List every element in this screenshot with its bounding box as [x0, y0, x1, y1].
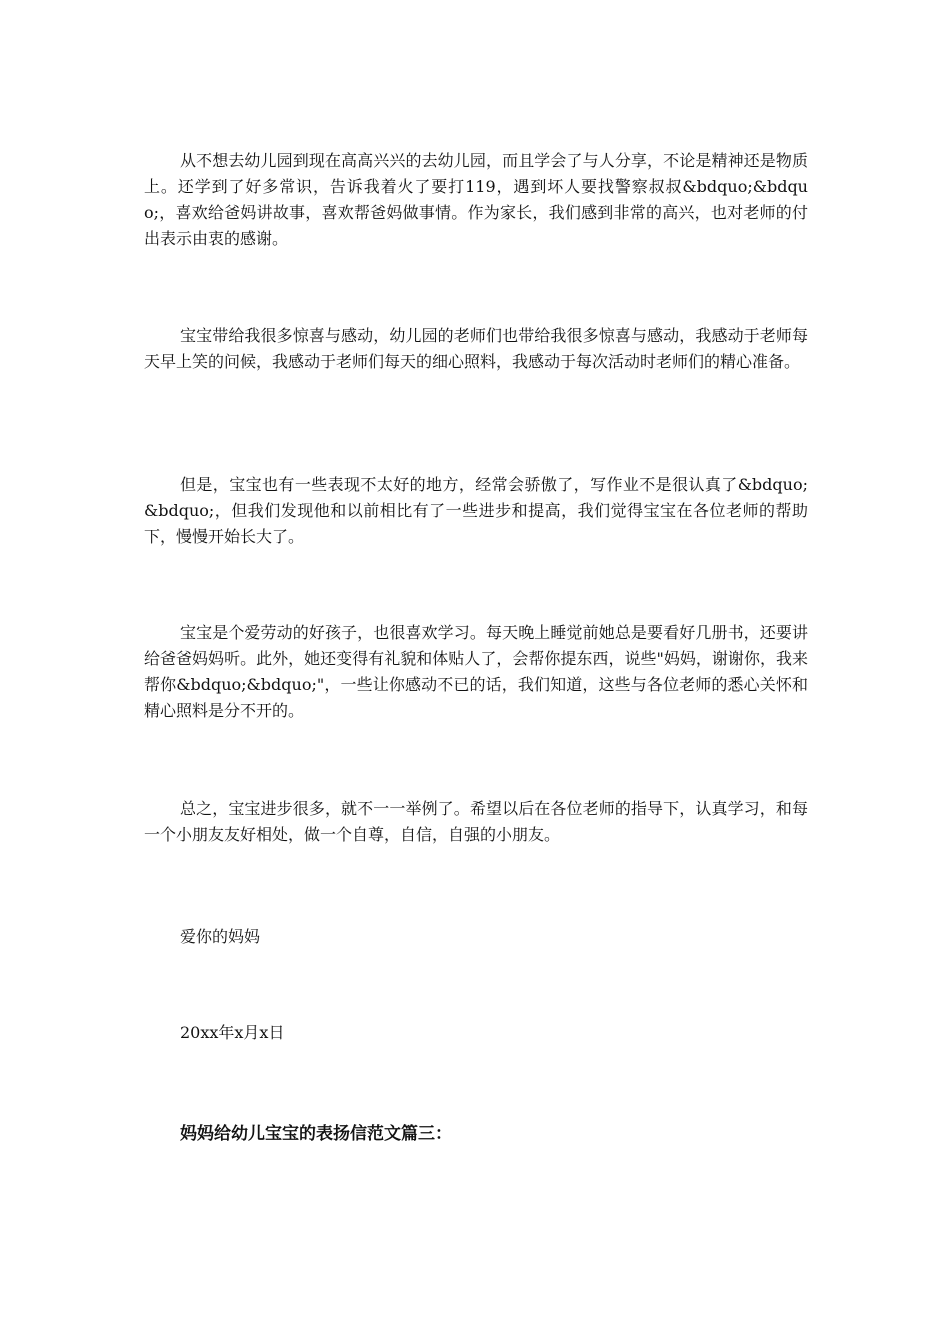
body-paragraph-1: 从不想去幼儿园到现在高高兴兴的去幼儿园，而且学会了与人分享，不论是精神还是物质上。还学到了好多常识，告诉我着火了要打119，遇到坏人要找警察叔叔&bdquo;&bdquo;，喜欢给爸妈讲故事，喜欢帮爸妈做事情。作为家长，我们感到非常的高兴，也对老师的付出表示由衷的感谢。 [144, 151, 808, 248]
body-paragraph-3: 但是，宝宝也有一些表现不太好的地方，经常会骄傲了，写作业不是很认真了&bdquo;&bdquo;，但我们发现他和以前相比有了一些进步和提高，我们觉得宝宝在各位老师的帮助下，慢慢开始长大了。 [144, 475, 808, 546]
body-paragraph-2: 宝宝带给我很多惊喜与感动，幼儿园的老师们也带给我很多惊喜与感动，我感动于老师每天早上笑的问候，我感动于老师们每天的细心照料，我感动于每次活动时老师们的精心准备。 [144, 326, 808, 371]
body-paragraph-5: 总之，宝宝进步很多，就不一一举例了。希望以后在各位老师的指导下，认真学习，和每一个小朋友友好相处，做一个自尊，自信，自强的小朋友。 [144, 799, 808, 844]
letter-date: 20xx年x月x日 [180, 1023, 285, 1042]
body-paragraph-4: 宝宝是个爱劳动的好孩子，也很喜欢学习。每天晚上睡觉前她总是要看好几册书，还要讲给爸爸妈妈听。此外，她还变得有礼貌和体贴人了，会帮你提东西，说些"妈妈，谢谢你，我来帮你&bdquo;&bdquo;"，一些让你感动不已的话，我们知道，这些与各位老师的悉心关怀和精心照料是分不开的。 [144, 623, 808, 720]
letter-signature: 爱你的妈妈 [180, 927, 261, 946]
section-heading: 妈妈给幼儿宝宝的表扬信范文篇三： [180, 1124, 452, 1144]
